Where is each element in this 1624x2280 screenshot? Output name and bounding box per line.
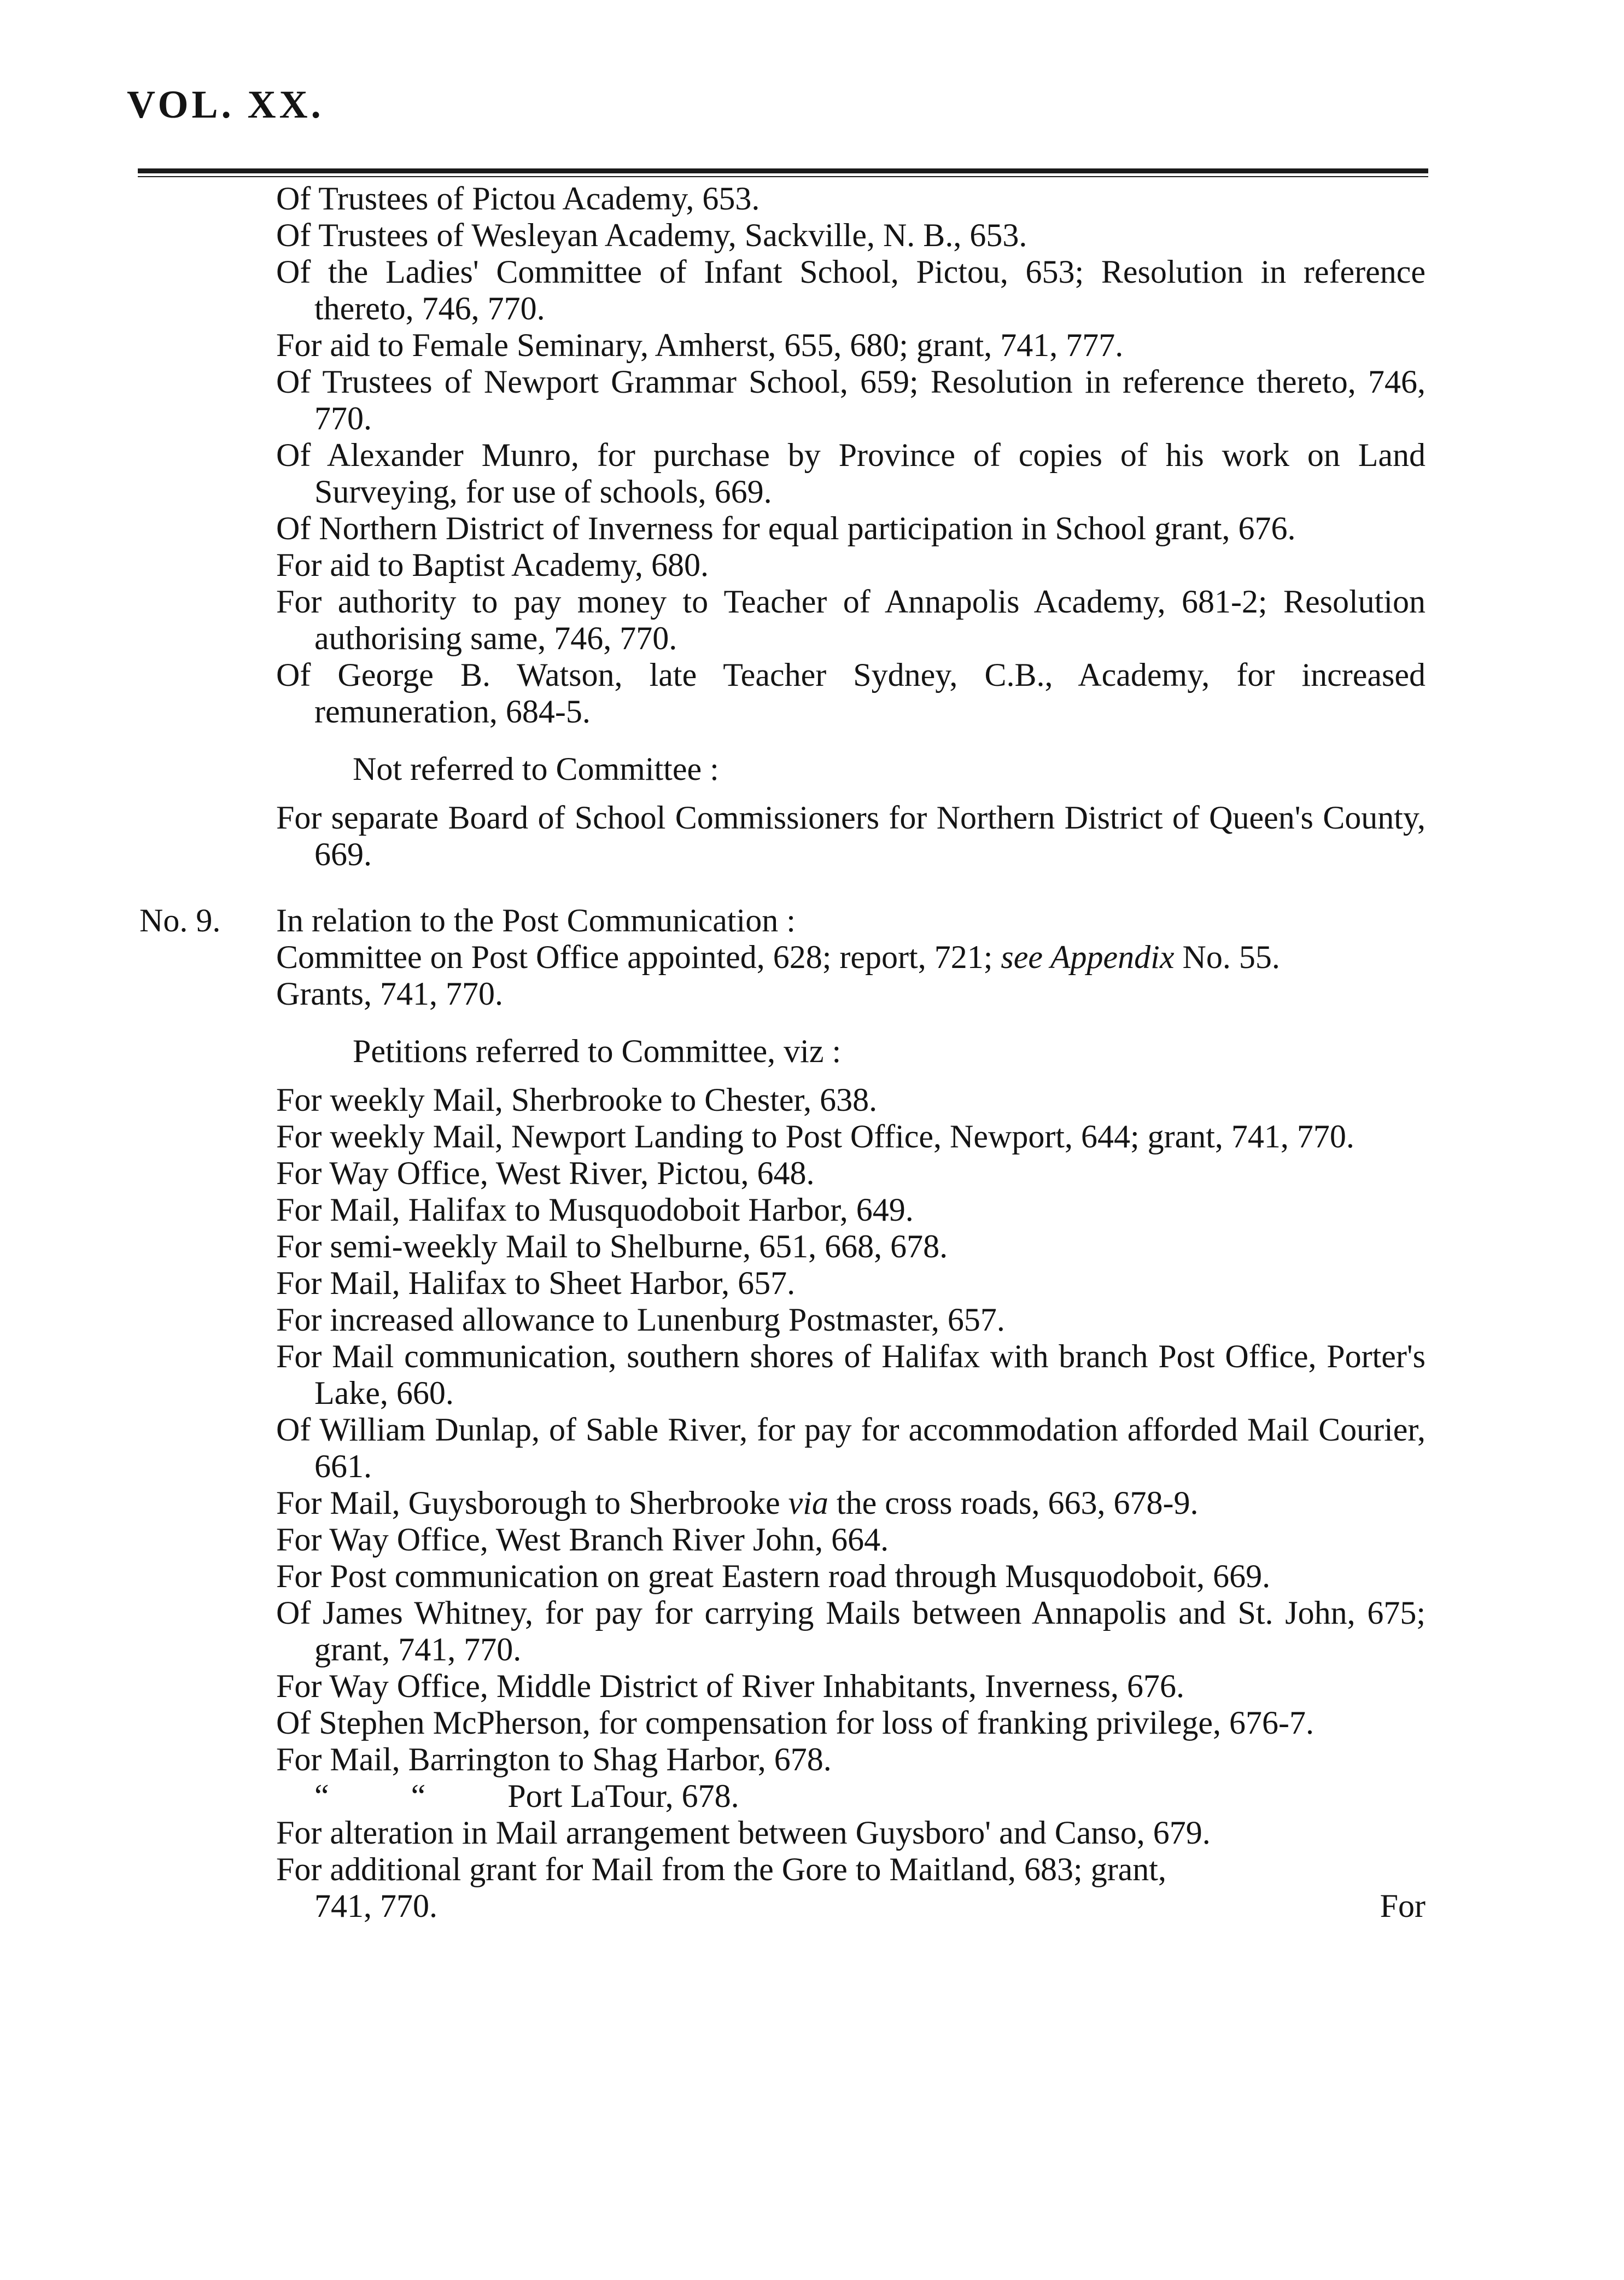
petition-entry: For semi-weekly Mail to Shelburne, 651, 668, 678. <box>276 1228 948 1264</box>
entry: For aid to Female Seminary, Amherst, 655, 680; grant, 741, 777. <box>276 327 1124 363</box>
committee-tail: No. 55. <box>1182 939 1280 975</box>
petition-entry: For Way Office, West River, Pictou, 648. <box>276 1155 815 1191</box>
entry: Of Trustees of Wesleyan Academy, Sackville, N. B., 653. <box>276 217 1027 253</box>
subheading-not-referred: Not referred to Committee : <box>353 751 719 787</box>
petition-entry: Of Stephen McPherson, for compensation for loss of franking privilege, 676-7. <box>276 1705 1314 1741</box>
post-communication-block <box>139 902 1426 1925</box>
petition-entry-via <box>276 1485 1426 1521</box>
section-intro: In relation to the Post Communication : <box>276 902 796 938</box>
via-post: the cross roads, 663, 678-9. <box>836 1485 1199 1521</box>
entry: For authority to pay money to Teacher of Annapolis Academy, 681-2; Resolution authorising same, 746, 770. <box>276 584 1426 656</box>
volume-header: VOL. XX. <box>127 83 324 126</box>
subheading-petitions: Petitions referred to Committee, viz : <box>353 1033 842 1069</box>
page-content <box>139 180 1426 1925</box>
petition-entry: Of William Dunlap, of Sable River, for pay for accommodation afforded Mail Courier, 661. <box>276 1412 1426 1484</box>
see-appendix: see Appendix <box>1001 939 1175 975</box>
grants-entry: Grants, 741, 770. <box>276 976 503 1012</box>
ditto-entry: “ “ Port LaTour, 678. <box>314 1778 739 1814</box>
entry: Of Alexander Munro, for purchase by Province of copies of his work on Land Surveying, for use of schools, 669. <box>276 437 1426 510</box>
petition-entry: For increased allowance to Lunenburg Postmaster, 657. <box>276 1302 1005 1338</box>
entry: Of Trustees of Pictou Academy, 653. <box>276 180 760 217</box>
academy-petitions-block <box>139 180 1426 873</box>
header-rule <box>138 168 1428 177</box>
petition-entry-last: For additional grant for Mail from the Gore to Maitland, 683; grant, <box>276 1851 1166 1887</box>
petition-entry: For Post communication on great Eastern road through Musquodoboit, 669. <box>276 1558 1271 1594</box>
entry: Of the Ladies' Committee of Infant School, Pictou, 653; Resolution in reference thereto, 746, 770. <box>276 254 1426 326</box>
petition-entry: Of James Whitney, for pay for carrying Mails between Annapolis and St. John, 675; grant, 741, 770. <box>276 1595 1426 1667</box>
petition-entry: For Mail communication, southern shores of Halifax with branch Post Office, Porter's Lake, 660. <box>276 1338 1426 1411</box>
petition-entry: For Way Office, Middle District of River Inhabitants, Inverness, 676. <box>276 1668 1184 1704</box>
petition-entry: For Way Office, West Branch River John, 664. <box>276 1521 889 1558</box>
petition-entry: For weekly Mail, Newport Landing to Post Office, Newport, 644; grant, 741, 770. <box>276 1118 1354 1154</box>
entry: Of Northern District of Inverness for equal participation in School grant, 676. <box>276 510 1296 546</box>
entry: Of Trustees of Newport Grammar School, 659; Resolution in reference thereto, 746, 770. <box>276 364 1426 436</box>
entry: For aid to Baptist Academy, 680. <box>276 547 709 583</box>
committee-entry <box>276 939 1426 976</box>
entry: Of George B. Watson, late Teacher Sydney, C.B., Academy, for increased remuneration, 684-5. <box>276 657 1426 730</box>
last-entry-continuation <box>276 1888 1426 1925</box>
petition-entry: For alteration in Mail arrangement between Guysboro' and Canso, 679. <box>276 1815 1211 1851</box>
petition-entry: For Mail, Halifax to Sheet Harbor, 657. <box>276 1265 796 1301</box>
catchword: For <box>1380 1888 1426 1924</box>
petition-entry: For weekly Mail, Sherbrooke to Chester, 638. <box>276 1082 878 1118</box>
via-word: via <box>788 1485 828 1521</box>
committee-text: Committee on Post Office appointed, 628; report, 721; <box>276 939 993 975</box>
petition-entry: For Mail, Halifax to Musquodoboit Harbor, 649. <box>276 1192 914 1228</box>
petition-entry: For Mail, Barrington to Shag Harbor, 678. <box>276 1741 832 1777</box>
last-entry-cont: 741, 770. <box>314 1888 437 1924</box>
section-number: No. 9. <box>139 902 221 938</box>
via-pre: For Mail, Guysborough to Sherbrooke <box>276 1485 780 1521</box>
entry: For separate Board of School Commissioners for Northern District of Queen's County, 669. <box>276 800 1426 872</box>
